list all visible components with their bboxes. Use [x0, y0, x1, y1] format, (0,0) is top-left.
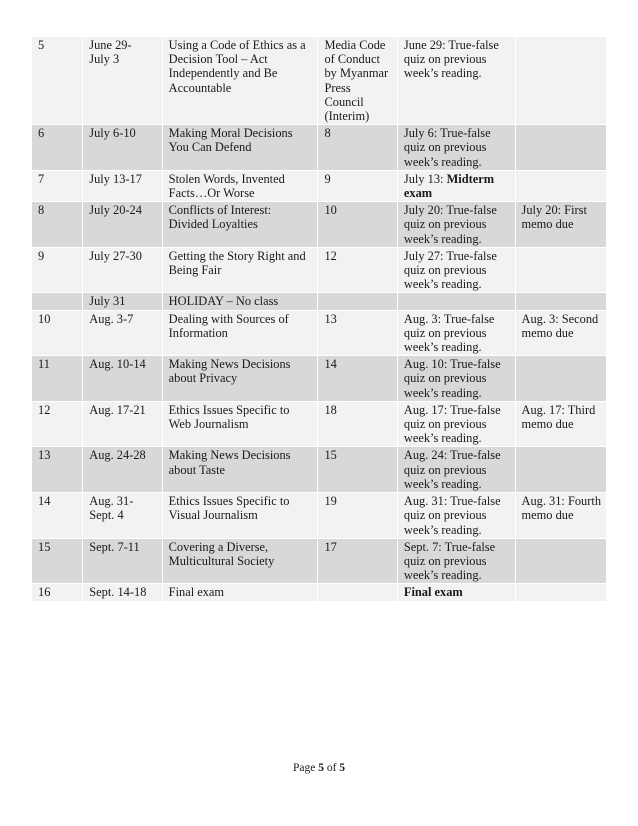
week-cell [32, 202, 83, 248]
reading-cell [318, 125, 397, 171]
week-cell [32, 401, 83, 447]
dates-cell-text: June 29- July 3 [89, 38, 132, 67]
quiz-text: Sept. 7: True-false quiz on previous week’s reading. [403, 539, 496, 583]
memo-cell [515, 202, 607, 248]
week-cell [32, 310, 83, 356]
quiz-cell [397, 310, 515, 356]
topic-cell [162, 401, 318, 447]
table-row [32, 247, 607, 293]
memo-cell [515, 170, 607, 201]
reading-cell [318, 356, 397, 402]
reading-cell [318, 202, 397, 248]
quiz-bold-text: Midterm exam [403, 171, 495, 201]
reading-cell-text: Media Code of Conduct by Myanmar Press Council (Interim) [324, 38, 389, 124]
week-cell [32, 447, 83, 493]
memo-cell [515, 293, 607, 310]
quiz-cell [397, 493, 515, 539]
topic-cell [162, 293, 318, 310]
table-row [32, 125, 607, 171]
reading-cell [318, 447, 397, 493]
week-cell-text: 7 [38, 171, 45, 186]
memo-cell [515, 447, 607, 493]
quiz-text: Aug. 17: True-false quiz on previous week’s reading. [403, 402, 501, 446]
quiz-bold-text: Final exam [403, 585, 463, 600]
footer-current-page: 5 [318, 762, 324, 774]
reading-cell-text: 10 [324, 203, 337, 218]
topic-cell-text: Ethics Issues Specific to Visual Journalism [168, 494, 290, 523]
reading-cell-text: 8 [324, 126, 331, 141]
topic-cell [162, 447, 318, 493]
reading-cell [318, 37, 397, 125]
dates-cell [83, 293, 162, 310]
quiz-cell [397, 37, 515, 125]
week-cell-text: 5 [38, 38, 45, 52]
dates-cell [83, 493, 162, 539]
topic-cell [162, 247, 318, 293]
dates-cell [83, 356, 162, 402]
memo-cell [515, 247, 607, 293]
topic-cell-text: Making Moral Decisions You Can Defend [168, 126, 293, 155]
reading-cell [318, 493, 397, 539]
table-row [32, 310, 607, 356]
table-row [32, 447, 607, 493]
memo-cell-text: Aug. 3: Second memo due [521, 311, 599, 340]
table-row [32, 538, 607, 584]
dates-cell-text: July 20-24 [89, 203, 142, 218]
table-row [32, 37, 607, 125]
quiz-text: July 27: True-false quiz on previous week’s reading. [403, 248, 497, 292]
topic-cell-text: Conflicts of Interest: Divided Loyalties [168, 203, 272, 232]
week-cell [32, 493, 83, 539]
table-row [32, 202, 607, 248]
dates-cell-text: July 27-30 [89, 248, 142, 263]
week-cell [32, 584, 83, 601]
dates-cell [83, 170, 162, 201]
quiz-cell [397, 447, 515, 493]
table-row [32, 584, 607, 601]
table-row [32, 293, 607, 310]
week-cell-text: 9 [38, 248, 45, 263]
topic-cell-text: Using a Code of Ethics as a Decision Tool – Act Independently and Be Accountable [168, 38, 306, 95]
memo-cell [515, 401, 607, 447]
quiz-text: July 20: True-false quiz on previous week’s reading. [403, 203, 497, 246]
memo-cell [515, 125, 607, 171]
dates-cell [83, 202, 162, 248]
week-cell [32, 37, 83, 125]
dates-cell-text: Aug. 17-21 [89, 402, 146, 417]
topic-cell-text: Covering a Diverse, Multicultural Society [168, 539, 275, 568]
memo-cell [515, 538, 607, 584]
table-row [32, 356, 607, 402]
week-cell-text: 15 [38, 539, 51, 554]
week-cell [32, 538, 83, 584]
memo-cell [515, 37, 607, 125]
dates-cell-text: Aug. 24-28 [89, 448, 146, 463]
week-cell-text: 16 [38, 585, 51, 600]
week-cell-text: 8 [38, 203, 45, 218]
topic-cell-text: Ethics Issues Specific to Web Journalism [168, 402, 290, 432]
topic-cell [162, 538, 318, 584]
topic-cell-text: Getting the Story Right and Being Fair [168, 248, 306, 278]
dates-cell [83, 447, 162, 493]
quiz-cell [397, 170, 515, 201]
quiz-text: Aug. 31: True-false quiz on previous week’s reading. [403, 494, 501, 537]
quiz-cell [397, 125, 515, 171]
week-cell [32, 170, 83, 201]
week-cell [32, 247, 83, 293]
quiz-cell [397, 584, 515, 601]
week-cell [32, 125, 83, 171]
dates-cell [83, 401, 162, 447]
reading-cell [318, 538, 397, 584]
week-cell-text: 11 [38, 357, 50, 372]
reading-cell-text: 19 [324, 494, 337, 509]
dates-cell [83, 37, 162, 125]
dates-cell [83, 247, 162, 293]
schedule-table [31, 36, 607, 602]
reading-cell-text: 15 [324, 448, 337, 463]
dates-cell-text: Aug. 3-7 [89, 311, 134, 326]
dates-cell-text: Aug. 31- Sept. 4 [89, 494, 134, 523]
quiz-text: June 29: True-false quiz on previous week’s reading. [403, 38, 499, 81]
quiz-text: Aug. 24: True-false quiz on previous week’s reading. [403, 448, 501, 491]
topic-cell-text: Making News Decisions about Taste [168, 448, 291, 477]
reading-cell-text: 13 [324, 311, 337, 326]
week-cell [32, 293, 83, 310]
topic-cell [162, 310, 318, 356]
reading-cell-text: 18 [324, 402, 337, 417]
memo-cell-text: Aug. 17: Third memo due [521, 402, 596, 432]
memo-cell [515, 493, 607, 539]
schedule-body [32, 37, 607, 602]
footer-prefix: Page [292, 762, 319, 774]
quiz-text: July 6: True-false quiz on previous week’s reading. [403, 126, 491, 169]
topic-cell [162, 493, 318, 539]
reading-cell [318, 293, 397, 310]
topic-cell-text: Stolen Words, Invented Facts…Or Worse [168, 171, 285, 201]
memo-cell-text: July 20: First memo due [521, 203, 587, 232]
reading-cell-text: 17 [324, 539, 337, 554]
reading-cell [318, 401, 397, 447]
dates-cell-text: July 6-10 [89, 126, 136, 141]
footer-total-pages: 5 [339, 762, 346, 774]
week-cell-text: 13 [38, 448, 51, 463]
week-cell-text: 12 [38, 402, 51, 417]
reading-cell-text: 9 [324, 171, 331, 186]
topic-cell [162, 202, 318, 248]
memo-cell [515, 310, 607, 356]
week-cell-text: 10 [38, 311, 51, 326]
quiz-cell [397, 356, 515, 402]
topic-cell [162, 356, 318, 402]
dates-cell [83, 125, 162, 171]
quiz-cell [397, 202, 515, 248]
dates-cell [83, 310, 162, 356]
reading-cell-text: 12 [324, 248, 337, 263]
footer-middle: of [323, 762, 340, 774]
week-cell-text: 14 [38, 494, 51, 509]
topic-cell [162, 125, 318, 171]
reading-cell-text: 14 [324, 357, 337, 372]
reading-cell [318, 584, 397, 601]
quiz-text: Aug. 3: True-false quiz on previous week’s reading. [403, 311, 495, 355]
memo-cell [515, 356, 607, 402]
topic-cell-text: HOLIDAY – No class [168, 294, 279, 309]
quiz-cell [397, 401, 515, 447]
quiz-cell [397, 293, 515, 310]
dates-cell [83, 584, 162, 601]
dates-cell-text: July 13-17 [89, 171, 142, 186]
reading-cell [318, 247, 397, 293]
topic-cell [162, 37, 318, 125]
week-cell [32, 356, 83, 402]
quiz-cell [397, 538, 515, 584]
page-footer [0, 762, 638, 774]
quiz-cell [397, 247, 515, 293]
reading-cell [318, 170, 397, 201]
topic-cell-text: Making News Decisions about Privacy [168, 357, 291, 386]
dates-cell-text: Aug. 10-14 [89, 357, 146, 372]
memo-cell [515, 584, 607, 601]
dates-cell [83, 538, 162, 584]
week-cell-text: 6 [38, 126, 45, 141]
reading-cell [318, 310, 397, 356]
topic-cell [162, 170, 318, 201]
dates-cell-text: Sept. 7-11 [89, 539, 140, 554]
dates-cell-text: Sept. 14-18 [89, 585, 147, 600]
table-row [32, 493, 607, 539]
memo-cell-text: Aug. 31: Fourth memo due [521, 494, 602, 523]
table-row [32, 170, 607, 201]
quiz-text: July 13: [403, 171, 447, 186]
topic-cell [162, 584, 318, 601]
topic-cell-text: Dealing with Sources of Information [168, 311, 289, 340]
table-row [32, 401, 607, 447]
topic-cell-text: Final exam [168, 585, 225, 600]
dates-cell-text: July 31 [89, 294, 126, 309]
quiz-text: Aug. 10: True-false quiz on previous week’s reading. [403, 357, 501, 400]
